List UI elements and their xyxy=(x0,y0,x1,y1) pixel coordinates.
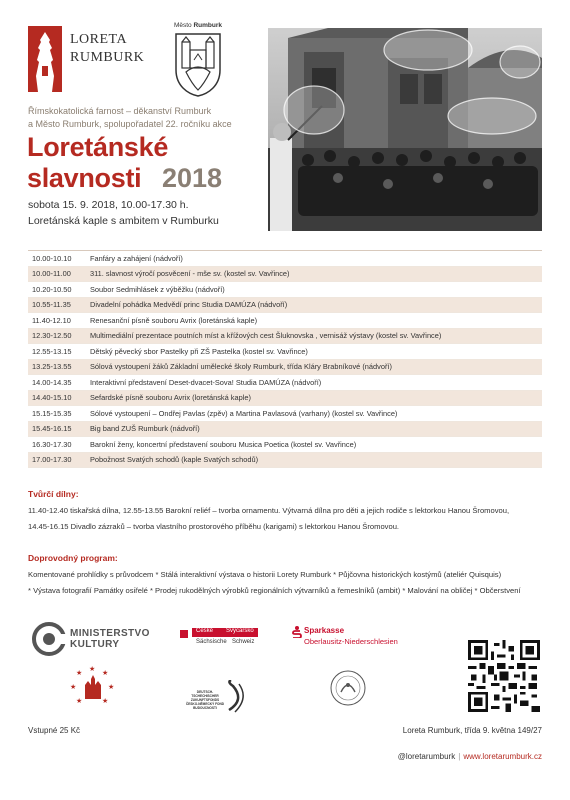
svg-text:★: ★ xyxy=(108,683,115,691)
event-photo xyxy=(268,28,542,231)
schedule-description: Sólové vystoupení – Ondřej Pavlas (zpěv) a Martina Pavlasová (varhany) (kostel sv. Vavřince) xyxy=(90,408,398,418)
schedule-time: 14.00-14.35 xyxy=(32,377,72,387)
schedule-time: 12.30-12.50 xyxy=(32,331,72,341)
schedule-description: Soubor Sedmihlásek z výběžku (nádvoří) xyxy=(90,284,225,294)
schedule-description: Renesanční písně souboru Avrix (loretánská kaple) xyxy=(90,315,258,325)
event-title-year: 2018 xyxy=(162,163,223,193)
schedule-row xyxy=(28,375,542,391)
workshops-line1: 11.40-12.40 tiskařská dílna, 12.55-13.55 Barokní reliéf – tvorba ornamentu. Výtvarná dílna pro děti a jejich rodiče s lektorkou Hanou Šromovou, xyxy=(28,506,510,515)
schedule-row xyxy=(28,329,542,345)
website-link[interactable]: www.loretarumburk.cz xyxy=(463,752,542,761)
schedule-description: Dětský pěvecký sbor Pastelky při ZŠ Pastelka (kostel sv. Vavřince) xyxy=(90,346,308,356)
workshops-line2: 14.45-16.15 Divadlo zázraků – tvorba vlastního prostorového příběhu (karigami) s lektorkou Hanou Šromovou. xyxy=(28,522,400,531)
schedule-description: Interaktivní představení Deset-dvacet-Sova! Studia DAMÚZA (nádvoří) xyxy=(90,377,322,387)
schedule-time: 10.00-11.00 xyxy=(32,269,71,279)
svg-text:★: ★ xyxy=(70,683,77,691)
schedule-time: 15.15-15.35 xyxy=(32,408,72,418)
ceske-svycarsko-logo: České Švýcarsko Sächsische Schweiz xyxy=(180,628,260,650)
social-handle[interactable]: @loretarumburk xyxy=(397,752,456,761)
contact-line: @loretarumburk | www.loretarumburk.cz xyxy=(397,752,542,761)
schedule-row xyxy=(28,406,542,422)
svg-text:★: ★ xyxy=(102,669,109,677)
schedule-time: 15.45-16.15 xyxy=(32,424,72,434)
sparkasse-logo: Sparkasse Oberlausitz-Niederschlesien xyxy=(292,626,422,652)
ministerstvo-kultury-logo: MINISTERSTVO KULTURY xyxy=(32,622,152,658)
schedule-description: Fanfáry a zahájení (nádvoří) xyxy=(90,253,183,263)
schedule-table xyxy=(28,250,542,468)
schedule-time: 16.30-17.30 xyxy=(32,439,72,449)
address: Loreta Rumburk, třída 9. května 149/27 xyxy=(402,726,542,735)
schedule-row xyxy=(28,251,542,267)
schedule-time: 14.40-15.10 xyxy=(32,393,72,403)
mesto-rumburk-logo xyxy=(168,22,228,100)
schedule-row xyxy=(28,422,542,438)
schedule-description: Pobožnost Svatých schodů (kaple Svatých schodů) xyxy=(90,455,259,465)
schedule-row xyxy=(28,298,542,314)
event-date-time: sobota 15. 9. 2018, 10.00-17.30 h. xyxy=(28,199,189,211)
program-line2: * Výstava fotografií Památky osiřelé * Prodej rukodělných výrobků regionálních výtvarníků a řemeslníků (ambit) * Malování na obličej * Občerstvení xyxy=(28,586,521,595)
svg-text:★: ★ xyxy=(76,669,83,677)
loreta-rumburk-logo xyxy=(28,26,145,96)
entry-fee: Vstupné 25 Kč xyxy=(28,726,81,735)
sparkasse-s-icon xyxy=(292,626,302,638)
event-title-line1: Loretánské xyxy=(27,132,169,162)
schedule-row xyxy=(28,391,542,407)
schedule-row xyxy=(28,453,542,469)
schedule-time: 13.25-13.55 xyxy=(32,362,72,372)
schedule-time: 11.40-12.10 xyxy=(32,315,71,325)
schedule-description: Big band ZUŠ Rumburk (nádvoří) xyxy=(90,424,200,434)
ministry-emblem-icon xyxy=(32,622,66,656)
schedule-description: Sólová vystoupení žáků Základní umělecké školy Rumburk, třída Kláry Brabníkové (nádvoří) xyxy=(90,362,392,372)
schedule-row xyxy=(28,313,542,329)
schedule-row xyxy=(28,344,542,360)
schedule-row xyxy=(28,360,542,376)
schedule-description: 311. slavnost výročí posvěcení - mše sv. (kostel sv. Vavřince) xyxy=(90,269,290,279)
town-logo-caption: Město Rumburk xyxy=(173,22,223,29)
coat-of-arms-icon xyxy=(174,32,222,98)
fond-swirl-icon xyxy=(225,680,247,714)
stars-castle-logo xyxy=(70,665,116,707)
program-heading: Doprovodný program: xyxy=(28,553,118,563)
schedule-description: Sefardské písně souboru Avrix (loretánská kaple) xyxy=(90,393,251,403)
schedule-time: 10.20-10.50 xyxy=(32,284,72,294)
schedule-description: Divadelní pohádka Medvědí princ Studia DAMÚZA (nádvoří) xyxy=(90,300,288,310)
schedule-description: Barokní ženy, koncertní představení souboru Musica Poetica (kostel sv. Vavřince) xyxy=(90,439,357,449)
zukunftsfonds-logo: DEUTSCH-TSCHECHISCHER ZUKUNFTSFONDS ČESKO-NĚMECKÝ FOND BUDOUCNOSTI xyxy=(185,676,247,716)
round-seal-logo xyxy=(328,668,368,708)
loreta-tower-icon xyxy=(28,26,62,92)
cs-square-icon xyxy=(180,630,188,638)
event-title-line2: slavnosti xyxy=(27,163,142,193)
qr-code[interactable] xyxy=(468,640,540,712)
svg-text:★: ★ xyxy=(102,697,109,705)
event-place: Loretánská kaple s ambitem v Rumburku xyxy=(28,215,219,227)
program-line1: Komentované prohlídky s průvodcem * Stálá interaktivní výstava o historii Lorety Rumburk * Půjčovna historických kostýmů (ateliér Quisquis) xyxy=(28,570,502,579)
schedule-row xyxy=(28,282,542,298)
schedule-description: Multimediální prezentace poutních míst a křížových cest Šluknovska , vernisáž výstavy (kostel sv. Vavřince) xyxy=(90,331,442,341)
svg-text:★: ★ xyxy=(89,665,96,673)
logo-text-line1: LORETA xyxy=(70,32,128,47)
schedule-time: 12.55-13.15 xyxy=(32,346,72,356)
schedule-time: 17.00-17.30 xyxy=(32,455,72,465)
schedule-time: 10.55-11.35 xyxy=(32,300,71,310)
schedule-time: 10.00-10.10 xyxy=(32,253,72,263)
workshops-heading: Tvůrčí dílny: xyxy=(28,489,79,499)
logo-text-line2: RUMBURK xyxy=(70,50,145,65)
schedule-row xyxy=(28,437,542,453)
schedule-row xyxy=(28,267,542,283)
svg-text:★: ★ xyxy=(76,697,83,705)
organizers-intro: Římskokatolická farnost – děkanství Rumburk a Město Rumburk, spolupořadatel 22. ročníku akce xyxy=(28,106,232,129)
